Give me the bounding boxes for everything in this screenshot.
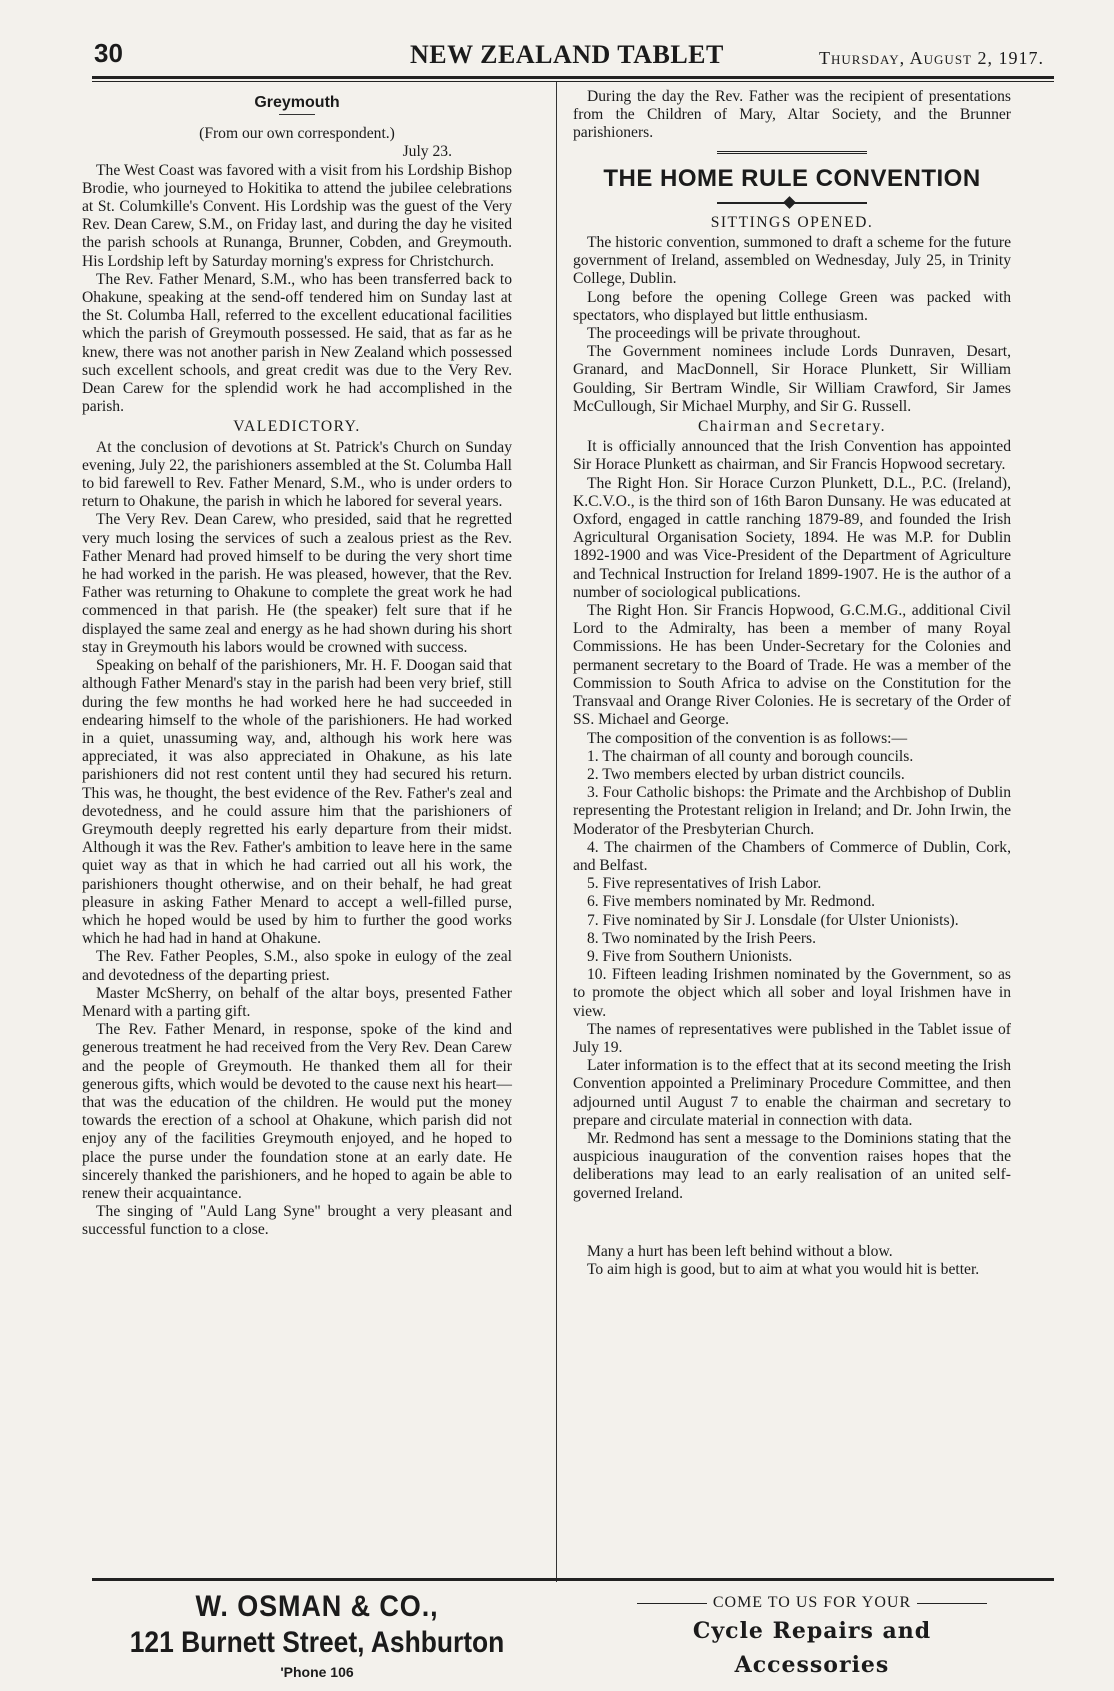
byline: (From our own correspondent.)	[199, 125, 395, 143]
list-item: 3. Four Catholic bishops: the Primate and the Archbishop of Dublin representing the Protestant religion in Ireland; and Dr. John Irwin, the Moderator of the Presbyterian Church.	[573, 784, 1011, 838]
subheading-sittings: SITTINGS OPENED.	[710, 213, 874, 231]
paragraph: The Rev. Father Menard, S.M., who has been transferred back to Ohakune, speaking at the send-off tendered him on Sunday last at the St. Columba Hall, referred to the excellent educational facilities which the parish of Greymouth possessed. He said, that as far as he knew, there was not another parish in New Zealand which possessed such excellent schools, and great credit was due to the Very Rev. Dean Carew for the splendid work he had accomplished in the parish.	[82, 270, 512, 416]
diamond-rule	[717, 198, 867, 208]
advertiser-address: 121 Burnett Street, Ashburton	[129, 1626, 505, 1659]
advertisement-osman	[82, 1590, 552, 1680]
paragraph: The West Coast was favored with a visit from his Lordship Bishop Brodie, who journeyed to Hokitika to attend the jubilee celebrations at St. Columkille's Convent. His Lordship was the guest of the Very Rev. Dean Carew, S.M., on Friday last, and during the day he visited the parish schools at Runanga, Brunner, Cobden, and Greymouth. His Lordship left by Saturday morning's express for Christchurch.	[82, 161, 512, 270]
tag-line-left	[637, 1603, 707, 1604]
section-title: Greymouth	[254, 94, 340, 111]
article-heading: THE HOME RULE CONVENTION	[603, 164, 981, 192]
list-item: 4. The chairmen of the Chambers of Commerce of Dublin, Cork, and Belfast.	[573, 838, 1011, 874]
paragraph: The Rev. Father Peoples, S.M., also spoke in eulogy of the zeal and devotedness of the departing priest.	[82, 948, 512, 984]
list-item: 9. Five from Southern Unionists.	[587, 947, 793, 965]
tag-line-right	[917, 1603, 987, 1604]
paragraph: During the day the Rev. Father was the recipient of presentations from the Children of Mary, Altar Society, and the Brunner parishioners.	[573, 88, 1011, 142]
newspaper-title: NEW ZEALAND TABLET	[410, 40, 724, 69]
tagline-text: COME TO US FOR YOUR	[712, 1594, 912, 1611]
column-divider	[556, 82, 557, 1582]
double-rule	[717, 151, 867, 156]
advertisement-service-2: Accessories	[734, 1652, 890, 1678]
list-item: 7. Five nominated by Sir J. Lonsdale (for Ulster Unionists).	[587, 911, 959, 929]
masthead-rule-thin	[92, 81, 1054, 82]
list-item: 8. Two nominated by the Irish Peers.	[587, 929, 817, 947]
advertisement-strip	[62, 1578, 1054, 1688]
paragraph: The composition of the convention is as follows:—	[587, 729, 908, 747]
dateline: July 23.	[402, 143, 452, 161]
paragraph: The Very Rev. Dean Carew, who presided, said that he regretted very much losing the services of such a zealous priest as the Rev. Father Menard had proved himself to be during the very short time he had worked in the parish. He was pleased, however, that the Rev. Father was returning to Ohakune to complete the great work he had commenced in that parish. He (the speaker) felt sure that if he displayed the same zeal and energy as he had shown during his short stay in Greymouth his labors would be crowned with success.	[82, 511, 512, 656]
list-item: 1. The chairman of all county and borough councils.	[587, 747, 914, 765]
advertisement-cycle	[572, 1594, 1052, 1678]
issue-date: Thursday, August 2, 1917.	[819, 48, 1044, 68]
list-item: 2. Two members elected by urban district councils.	[587, 765, 905, 783]
paragraph: The singing of "Auld Lang Syne" brought a very pleasant and successful function to a close.	[82, 1203, 512, 1239]
spacer	[573, 1203, 1011, 1243]
masthead	[62, 26, 1054, 76]
advertiser-name: W. OSMAN & CO.,	[195, 1590, 439, 1623]
paragraph: At the conclusion of devotions at St. Patrick's Church on Sunday evening, July 22, the parishioners assembled at the St. Columba Hall to bid farewell to Rev. Father Menard, S.M., who is under orders to return to Ohakune, the parish in which he labored for several years.	[82, 438, 512, 511]
list-item: 5. Five representatives of Irish Labor.	[587, 875, 822, 893]
list-item: 10. Fifteen leading Irishmen nominated by the Government, so as to promote the object which all sober and loyal Irishmen have in view.	[573, 966, 1011, 1020]
article-home-rule	[573, 88, 1011, 1279]
paragraph: The Rev. Father Menard, in response, spoke of the kind and generous treatment he had received from the Very Rev. Dean Carew and the people of Greymouth. He thanked them all for their generous gifts, which would be devoted to the cause next his heart—that was the education of the children. He would put the money towards the erection of a school at Ohakune, which parish did not enjoy any of the facilities Greymouth enjoyed, and he hoped to place the purse under the foundation stone at an early date. He sincerely thanked the parishioners, and he hoped to again be able to renew their acquaintance.	[82, 1021, 512, 1202]
page-number: 30	[94, 38, 123, 68]
footer-rule	[92, 1578, 1054, 1581]
paragraph: Long before the opening College Green was packed with spectators, who displayed but little enthusiasm.	[573, 288, 1011, 324]
advertisement-service: Cycle Repairs and	[692, 1618, 932, 1644]
subheading-valedictory: VALEDICTORY.	[233, 418, 361, 436]
paragraph: The Right Hon. Sir Horace Curzon Plunkett, D.L., P.C. (Ireland), K.C.V.O., is the third son of 16th Baron Dunsany. He was educated at Oxford, engaged in cattle ranching 1879-89, and founded the Irish Agricultural Organisation Society, 1894. He was M.P. for Dublin 1892-1900 and was Vice-President of the Department of Agriculture and Technical Instruction for Ireland 1899-1907. He is the author of a number of sociological publications.	[573, 474, 1011, 601]
paragraph: The proceedings will be private throughout.	[587, 325, 861, 343]
list-item: 6. Five members nominated by Mr. Redmond.	[587, 893, 876, 911]
paragraph: The names of representatives were published in the Tablet issue of July 19.	[573, 1020, 1011, 1056]
diamond-ornament-icon	[783, 196, 796, 209]
paragraph: Speaking on behalf of the parishioners, Mr. H. F. Doogan said that although Father Menard's stay in the parish had been very brief, still during the few months he had worked here he had succeeded in endearing himself to the whole of the parishioners. He had worked in a quiet, unassuming way, and, although his work here was appreciated, it was also appreciated in Ohakune, as his late parishioners did not rest content until they had secured his return. This was, he thought, the best evidence of the Rev. Father's zeal and devotedness, and he could assure him that the parishioners of Greymouth deeply regretted his early departure from their midst. Although it was the Rev. Father's ambition to leave here in the same quiet way as that in which he had carried out all his work, the parishioners thought otherwise, and on their behalf, he had great pleasure in asking Father Menard to accept a well-filled purse, which he hoped would be used by him to further the good works which he had had in hand at Ohakune.	[82, 657, 512, 948]
masthead-rule	[92, 76, 1054, 79]
paragraph: It is officially announced that the Irish Convention has appointed Sir Horace Plunkett as chairman, and Sir Francis Hopwood secretary.	[573, 438, 1011, 474]
paragraph: The historic convention, summoned to draft a scheme for the future government of Ireland, assembled on Wednesday, July 25, in Trinity College, Dublin.	[573, 234, 1011, 288]
filler-quote: To aim high is good, but to aim at what you would hit is better.	[587, 1260, 980, 1278]
article-greymouth	[82, 88, 512, 1240]
paragraph: Mr. Redmond has sent a message to the Dominions stating that the auspicious inauguration of the convention raises hopes that the deliberations may lead to an early realisation of an united self-governed Ireland.	[573, 1129, 1011, 1202]
paragraph: Master McSherry, on behalf of the altar boys, presented Father Menard with a parting gift.	[82, 984, 512, 1020]
filler-quote: Many a hurt has been left behind without a blow.	[587, 1242, 893, 1260]
advertiser-phone: 'Phone 106	[280, 1664, 354, 1680]
paragraph: The Government nominees include Lords Dunraven, Desart, Granard, and MacDonnell, Sir Horace Plunkett, Sir William Goulding, Sir Bertram Windle, Sir William Crawford, Sir James McCullough, Sir Michael Murphy, and Sir G. Russell.	[573, 343, 1011, 415]
title-rule	[279, 114, 315, 115]
paragraph: Later information is to the effect that at its second meeting the Irish Convention appointed a Preliminary Procedure Committee, and then adjourned until August 7 to enable the chairman and secretary to prepare and circulate material in connection with data.	[573, 1057, 1011, 1129]
subheading-chairman: Chairman and Secretary.	[697, 418, 887, 436]
advertisement-tagline	[572, 1594, 1052, 1612]
paragraph: The Right Hon. Sir Francis Hopwood, G.C.M.G., additional Civil Lord to the Admiralty, has been a member of many Royal Commissions. He has been Under-Secretary for the Colonies and permanent secretary to the Board of Trade. He was a member of the Commission to South Africa to advise on the Constitution for the Transvaal and Orange River Colonies. He is secretary of the Order of SS. Michael and George.	[573, 602, 1011, 729]
composition-list	[573, 748, 1011, 1021]
